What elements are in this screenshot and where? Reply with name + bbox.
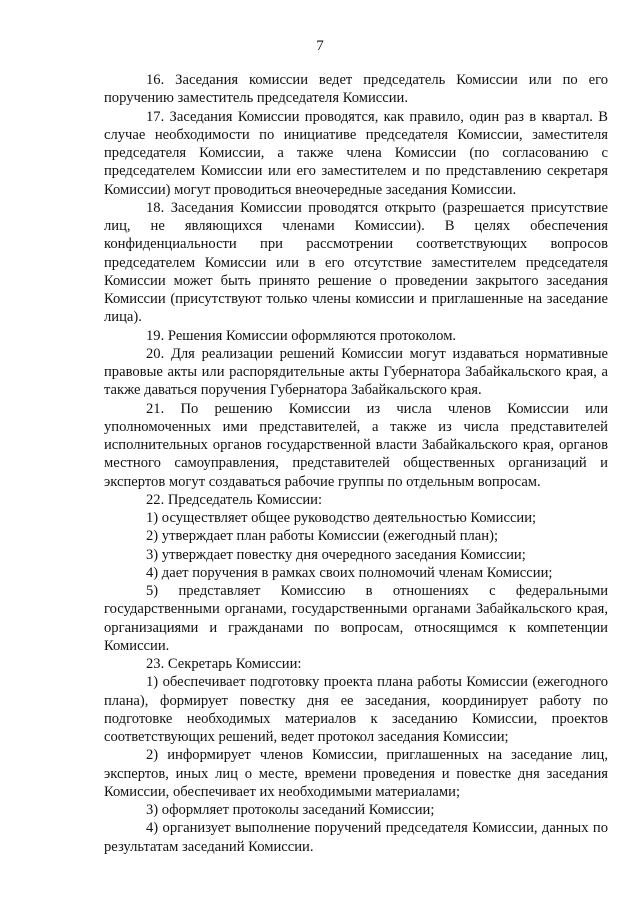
- paragraph-19: 19. Решения Комиссии оформляются протоколом.: [146, 327, 457, 344]
- paragraph-23-heading: 23. Секретарь Комиссии:: [146, 656, 302, 672]
- paragraph-17: 17. Заседания Комиссии проводятся, как правило, один раз в квартал. В случае необходимости по инициативе председателя Комиссии, заместителя председателя Комиссии, а также члена Комиссии (по согласованию с председателем Комиссии или его заместителем и по представлению секретаря Комиссии) могут проводиться внеочередные заседания Комиссии.: [104, 108, 608, 198]
- chairman-duty-3: 3) утверждает повестку дня очередного заседания Комиссии;: [146, 546, 526, 563]
- paragraph-16: 16. Заседания комиссии ведет председатель Комиссии или по его поручению заместитель председателя Комиссии.: [104, 72, 608, 107]
- chairman-duty-5: 5) представляет Комиссию в отношениях с федеральными государственными органами, государственными органами Забайкальского края, организациями и гражданами по вопросам, относящимся к компетенции Комиссии.: [104, 583, 608, 654]
- chairman-duty-2: 2) утверждает план работы Комиссии (ежегодный план);: [146, 528, 499, 545]
- document-body: [104, 71, 608, 856]
- secretary-duty-3: 3) оформляет протоколы заседаний Комиссии;: [146, 802, 435, 818]
- paragraph-18: 18. Заседания Комиссии проводятся открыто (разрешается присутствие лиц, не являющихся членами Комиссии). В целях обеспечения конфиденциальности при рассмотрении соответствующих вопросов председателем Комиссии или в его отсутствие заместителем председателя Комиссии может быть принято решение о проведении закрытого заседания Комиссии (присутствуют только члены комиссии и приглашенные на заседание лица).: [104, 199, 608, 326]
- paragraph-20: 20. Для реализации решений Комиссии могут издаваться нормативные правовые акты или распорядительные акты Губернатора Забайкальского края, а также даваться поручения Губернатора Забайкальского края.: [104, 345, 608, 399]
- secretary-duty-1: 1) обеспечивает подготовку проекта плана работы Комиссии (ежегодного плана), формирует повестку дня ее заседания, координирует работу по подготовке необходимых материалов к заседанию Комиссии, проектов соответствующих решений, ведет протокол заседания Комиссии;: [104, 674, 608, 745]
- secretary-duty-4: 4) организует выполнение поручений председателя Комиссии, данных по результатам заседаний Комиссии.: [104, 820, 608, 855]
- paragraph-22-heading: 22. Председатель Комиссии:: [146, 491, 323, 508]
- paragraph-21: 21. По решению Комиссии из числа членов Комиссии или уполномоченных ими представителей, а также из числа представителей исполнительных органов государственной власти Забайкальского края, органов местного самоуправления, представителей общественных организаций и экспертов могут создаваться рабочие группы по отдельным вопросам.: [104, 400, 608, 490]
- page-number: 7: [316, 38, 324, 54]
- secretary-duty-2: 2) информирует членов Комиссии, приглашенных на заседание лиц, экспертов, иных лиц о месте, времени проведения и повестке дня заседания Комиссии, обеспечивает их необходимыми материалами;: [104, 747, 608, 800]
- chairman-duty-4: 4) дает поручения в рамках своих полномочий членам Комиссии;: [146, 564, 553, 581]
- chairman-duty-1: 1) осуществляет общее руководство деятельностью Комиссии;: [146, 510, 537, 526]
